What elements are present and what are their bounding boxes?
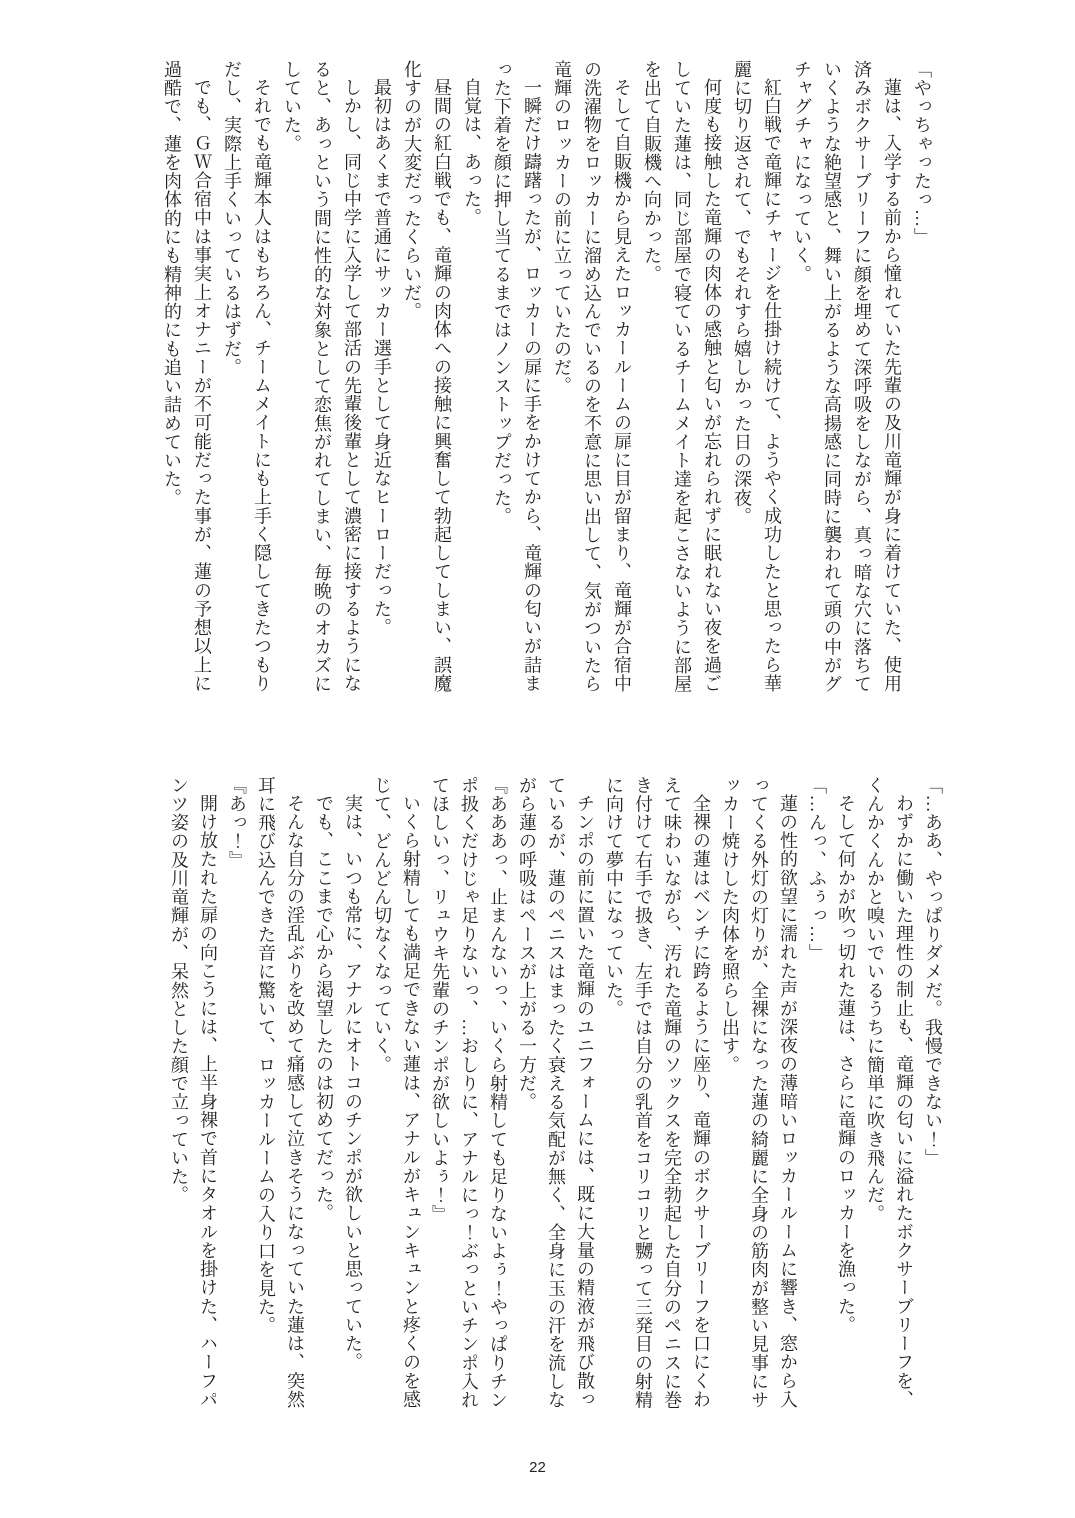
paragraph: 全裸の蓮はベンチに跨るように座り、竜輝のボクサーブリーフを口にくわえて味わいながら、汚れた竜輝のソックスを完全勃起した自分のペニスに巻き付けて右手で扱き、左手では自分の乳首をコリコリと嬲って三発目の射精に向けて夢中になっていた。 xyxy=(604,776,711,1410)
paragraph: 実は、いつも常に、アナルにオトコのチンポが欲しいと思っていた。 xyxy=(343,794,363,1372)
paragraph: 「…んっ、ふぅっ…」 xyxy=(807,776,827,963)
paragraph: それでも竜輝本人はもちろん、チームメイトにも上手く隠してきたつもりだし、実際上手くいっているはずだ。 xyxy=(222,60,272,693)
paragraph: 蓮は、入学する前から憧れていた先輩の及川竜輝が身に着けていた、使用済みボクサーブリーフに顔を埋めて深呼吸をしながら、真っ暗な穴に落ちていくような絶望感と、舞い上がるような高揚感に同時に襲われて頭の中がグチャグチャになっていく。 xyxy=(792,60,902,694)
paragraph: 「やっちゃったっ…」 xyxy=(912,60,932,247)
paragraph: 昼間の紅白戦でも、竜輝の肉体への接触に興奮して勃起してしまい、誤魔化すのが大変だったくらいだ。 xyxy=(402,60,452,693)
paragraph: 『あああっ、止まんないっ、いくら射精しても足りないよぅ！やっぱりチンポ扱くだけじゃ足りないっ、…おしりに、アナルにっ！ぶっといチンポ入れてほしいっ、リュウキ先輩のチンポが欲しいよぅ！』 xyxy=(430,776,508,1410)
paragraph: 『あっ！』 xyxy=(227,776,247,870)
paragraph: チンポの前に置いた竜輝のユニフォームには、既に大量の精液が飛び散っているが、蓮のペニスはまったく衰える気配が無く、全身に玉の汗を流しながら蓮の呼吸はペースが上がる一方だ。 xyxy=(517,776,595,1410)
paragraph: でも、ここまで心から渇望したのは初めてだった。 xyxy=(314,794,334,1223)
text-block-bottom xyxy=(137,776,947,1421)
paragraph: 一瞬だけ躊躇ったが、ロッカーの扉に手をかけてから、竜輝の匂いが詰まった下着を顔に押し当てるまではノンストップだった。 xyxy=(492,60,542,693)
paragraph: しかし、同じ中学に入学して部活の先輩後輩として濃密に接するようになると、あっという間に性的な対象として恋焦がれてしまい、毎晩のオカズにしていた。 xyxy=(282,60,362,694)
paragraph: 何度も接触した竜輝の肉体の感触と匂いが忘れられずに眠れない夜を過ごしていた蓮は、同じ部屋で寝ているチームメイト達を起こさないように部屋を出て自販機へ向かった。 xyxy=(642,60,722,694)
paragraph: 紅白戦で竜輝にチャージを仕掛け続けて、ようやく成功したと思ったら華麗に切り返されて、でもそれすら嬉しかった日の深夜。 xyxy=(732,60,782,693)
paragraph: 最初はあくまで普通にサッカー選手として身近なヒーローだった。 xyxy=(372,78,392,637)
text-block-top xyxy=(137,60,937,700)
paragraph: 自覚は、あった。 xyxy=(462,78,482,228)
paragraph: 開け放たれた扉の向こうには、上半身裸で首にタオルを掛けた、ハーフパンツ姿の及川竜輝が、呆然とした顔で立っていた。 xyxy=(169,776,218,1409)
paragraph: でも、ＧＷ合宿中は事実上オナニーが不可能だった事が、蓮の予想以上に過酷で、蓮を肉体的にも精神的にも追い詰めていた。 xyxy=(162,60,212,693)
paragraph: いくら射精しても満足できない蓮は、アナルがキュンキュンと疼くのを感じて、どんどん切なくなっていく。 xyxy=(372,776,421,1409)
paragraph: そんな自分の淫乱ぶりを改めて痛感して泣きそうになっていた蓮は、突然耳に飛び込んできた音に驚いて、ロッカールームの入り口を見た。 xyxy=(256,776,305,1409)
paragraph: そして何かが吹っ切れた蓮は、さらに竜輝のロッカーを漁った。 xyxy=(836,794,856,1335)
page-number: 22 xyxy=(529,1459,546,1476)
paragraph: 蓮の性的欲望に濡れた声が深夜の薄暗いロッカールームに響き、窓から入ってくる外灯の灯りが、全裸になった蓮の綺麗に全身の筋肉が整い見事にサッカー焼けした肉体を照らし出す。 xyxy=(720,776,798,1410)
paragraph: 「…ああ、やっぱりダメだ。我慢できない！」 xyxy=(923,776,943,1168)
paragraph: そして自販機から見えたロッカールームの扉に目が留まり、竜輝が合宿中の洗濯物をロッカーに溜め込んでいるのを不意に思い出して、気がついたら竜輝のロッカーの前に立っていたのだ。 xyxy=(552,60,632,694)
paragraph: わずかに働いた理性の制止も、竜輝の匂いに溢れたボクサーブリーフを、くんかくんかと嗅いでいるうちに簡単に吹き飛んだ。 xyxy=(865,776,914,1409)
